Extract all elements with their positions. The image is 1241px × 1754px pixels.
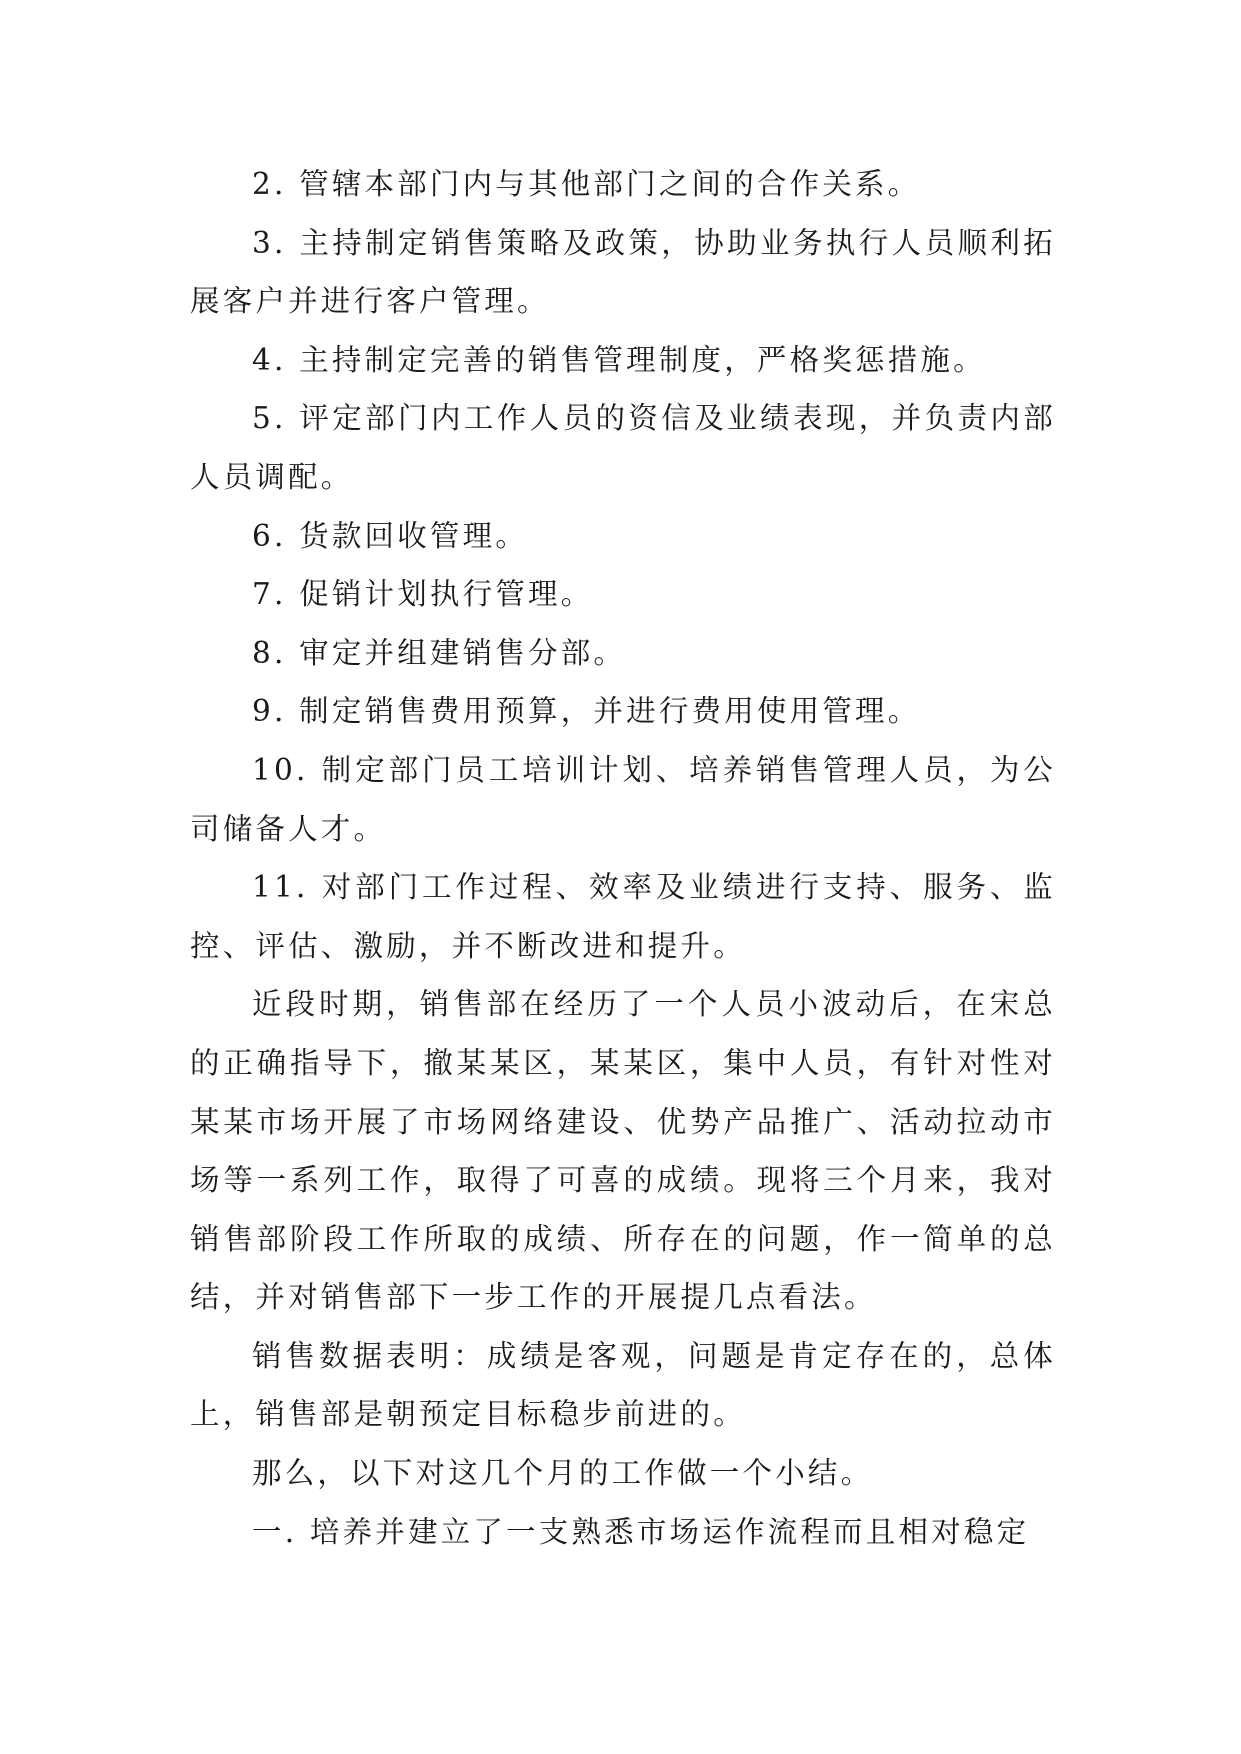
paragraph-section-one: 一. 培养并建立了一支熟悉市场运作流程而且相对稳定 — [252, 1514, 1030, 1549]
paragraph-item-2: 2. 管辖本部门内与其他部门之间的合作关系。 — [252, 167, 921, 201]
document-body — [190, 155, 1056, 1561]
paragraph-sales-data: 销售数据表明：成绩是客观，问题是肯定存在的，总体上，销售部是朝预定目标稳步前进的。 — [190, 1338, 1056, 1432]
paragraph-item-8: 8. 审定并组建销售分部。 — [252, 635, 627, 670]
paragraph-item-5: 5. 评定部门内工作人员的资信及业绩表现，并负责内部人员调配。 — [190, 401, 1056, 494]
paragraph-recent-period: 近段时期，销售部在经历了一个人员小波动后，在宋总的正确指导下，撤某某区，某某区，集中人员，有针对性对某某市场开展了市场网络建设、优势产品推广、活动拉动市场等一系列工作，取得了可喜的成绩。现将三个月来，我对销售部阶段工作所取的成绩、所存在的问题，作一简单的总结，并对销售部下一步工作的开展提几点看法。 — [190, 987, 1056, 1315]
paragraph-item-7: 7. 促销计划执行管理。 — [252, 577, 594, 612]
paragraph-item-3: 3. 主持制定销售策略及政策，协助业务执行人员顺利拓展客户并进行客户管理。 — [190, 225, 1056, 319]
paragraph-item-11: 11. 对部门工作过程、效率及业绩进行支持、服务、监控、评估、激励，并不断改进和提升。 — [190, 870, 1056, 963]
paragraph-summary-intro: 那么，以下对这几个月的工作做一个小结。 — [252, 1456, 874, 1491]
paragraph-item-10: 10. 制定部门员工培训计划、培养销售管理人员，为公司储备人才。 — [190, 752, 1056, 846]
paragraph-item-4: 4. 主持制定完善的销售管理制度，严格奖惩措施。 — [252, 342, 986, 377]
paragraph-item-9: 9. 制定销售费用预算，并进行费用使用管理。 — [252, 694, 921, 729]
paragraph-item-6: 6. 货款回收管理。 — [252, 518, 529, 553]
